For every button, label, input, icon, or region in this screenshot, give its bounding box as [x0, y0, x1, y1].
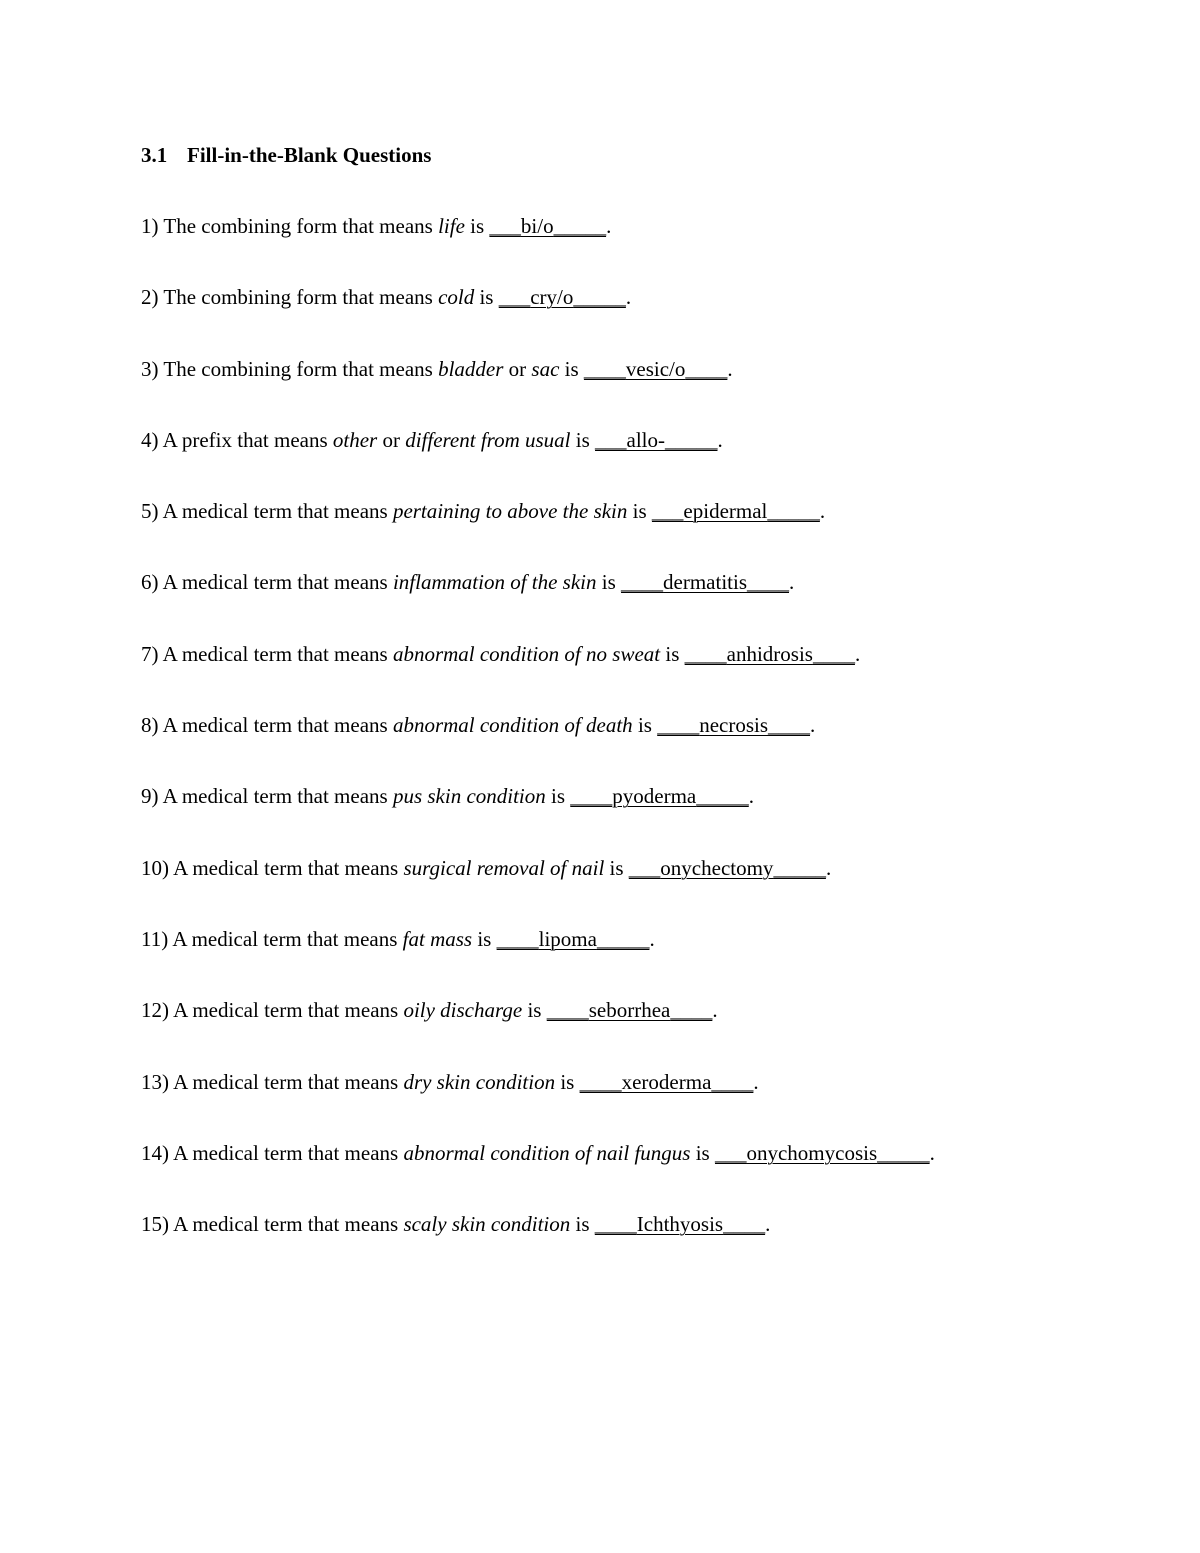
question-number: 13)	[141, 1069, 169, 1094]
answer-blank	[595, 428, 717, 452]
question-number: 9)	[141, 784, 159, 809]
question-period: .	[748, 784, 755, 809]
blank-underscores: ____	[723, 1212, 766, 1237]
answer-blank	[547, 998, 713, 1022]
question-period: .	[727, 356, 733, 381]
question-number: 6)	[141, 570, 159, 595]
question-verb: is	[470, 214, 485, 238]
question-period: .	[810, 713, 816, 738]
blank-underscores: ____	[670, 998, 713, 1023]
question-stem: A medical term that means	[162, 570, 388, 595]
blank-underscores: _____	[553, 214, 607, 238]
blank-underscores: ____	[579, 1069, 622, 1094]
answer-text: dermatitis	[663, 570, 748, 595]
question-verb: is	[695, 1140, 710, 1165]
question-item	[141, 712, 935, 783]
question-term: scaly skin condition	[403, 1212, 571, 1237]
question-stem: The combining form that means	[163, 356, 433, 381]
question-term: oily discharge	[403, 998, 523, 1023]
question-number: 14)	[141, 1140, 169, 1165]
answer-blank	[584, 357, 727, 381]
blank-underscores: ____	[711, 1069, 754, 1094]
question-term: fat mass	[402, 926, 473, 951]
blank-underscores: ____	[546, 998, 589, 1023]
blank-underscores: ____	[685, 356, 728, 381]
question-term: surgical removal of nail	[403, 855, 605, 880]
question-period: .	[753, 1069, 759, 1094]
question-term: abnormal condition of death	[392, 713, 633, 738]
answer-blank	[685, 642, 855, 666]
answer-text: vesic/o	[625, 356, 686, 381]
question-verb: is	[564, 356, 579, 381]
blank-underscores: ____	[768, 713, 811, 738]
blank-underscores: _____	[665, 427, 718, 452]
question-term: abnormal condition of nail fungus	[403, 1140, 691, 1165]
question-stem: The combining form that means	[163, 214, 433, 238]
question-term: life	[438, 214, 465, 238]
question-verb: is	[551, 784, 566, 809]
question-stem: The combining form that means	[163, 285, 433, 310]
blank-underscores: ____	[496, 926, 539, 951]
blank-underscores: ___	[489, 214, 521, 238]
question-verb: is	[560, 1069, 575, 1094]
answer-blank	[652, 499, 820, 523]
question-verb: is	[527, 998, 542, 1023]
question-item	[141, 1211, 935, 1282]
question-list	[141, 213, 935, 1282]
answer-blank	[595, 1212, 765, 1236]
question-item	[141, 1140, 935, 1211]
answer-blank	[580, 1070, 754, 1094]
answer-blank	[489, 214, 606, 238]
answer-blank	[715, 1141, 930, 1165]
question-verb: is	[609, 855, 624, 880]
question-verb: is	[477, 926, 492, 951]
answer-text: epidermal	[683, 499, 768, 524]
blank-underscores: ___	[498, 285, 531, 310]
question-term: inflammation of the skin	[392, 570, 597, 595]
answer-blank	[499, 285, 626, 309]
answer-blank	[629, 856, 826, 880]
answer-text: xeroderma	[621, 1069, 712, 1094]
question-period: .	[649, 926, 655, 951]
question-item	[141, 997, 935, 1068]
question-number: 12)	[141, 998, 169, 1023]
question-stem: A medical term that means	[162, 784, 388, 809]
question-term: other	[332, 427, 378, 452]
answer-blank	[497, 927, 650, 951]
section-title: Fill-in-the-Blank Questions	[187, 143, 432, 167]
question-verb: is	[637, 713, 652, 738]
question-number: 3)	[141, 356, 159, 381]
answer-blank	[570, 784, 748, 808]
blank-underscores: _____	[596, 926, 650, 951]
question-stem: A medical term that means	[173, 1212, 399, 1237]
question-period: .	[825, 855, 832, 880]
question-number: 1)	[141, 214, 159, 238]
question-stem: A medical term that means	[173, 855, 399, 880]
question-stem: A medical term that means	[172, 926, 398, 951]
answer-text: cry/o	[530, 285, 574, 310]
question-term: pertaining to above the skin	[392, 499, 628, 524]
question-verb: is	[479, 285, 494, 310]
answer-blank	[657, 713, 810, 737]
question-term: dry skin condition	[403, 1069, 556, 1094]
question-number: 7)	[141, 641, 159, 666]
question-item	[141, 213, 935, 284]
question-item	[141, 356, 935, 427]
answer-text: lipoma	[538, 926, 597, 951]
blank-underscores: _____	[767, 499, 820, 524]
question-verb: is	[601, 570, 616, 595]
question-joiner: or	[508, 356, 527, 381]
answer-text: onychectomy	[660, 855, 774, 880]
question-item	[141, 641, 935, 712]
blank-underscores: _____	[573, 285, 626, 310]
blank-underscores: ___	[714, 1140, 747, 1165]
answer-text: necrosis	[699, 713, 769, 738]
question-stem: A medical term that means	[173, 998, 399, 1023]
question-period: .	[606, 214, 612, 238]
answer-text: allo-	[626, 427, 665, 452]
answer-blank	[621, 570, 789, 594]
question-verb: is	[575, 427, 590, 452]
question-stem: A medical term that means	[162, 713, 388, 738]
question-number: 2)	[141, 285, 159, 310]
question-stem: A medical term that means	[162, 499, 388, 524]
question-term-alt: different from usual	[405, 427, 571, 452]
question-term-alt: sac	[531, 356, 560, 381]
blank-underscores: _____	[773, 855, 826, 880]
blank-underscores: ____	[747, 570, 790, 595]
blank-underscores: ____	[657, 713, 700, 738]
question-item	[141, 427, 935, 498]
question-period: .	[625, 285, 632, 310]
question-joiner: or	[382, 427, 400, 452]
blank-underscores: ____	[812, 641, 855, 666]
blank-underscores: ___	[628, 855, 661, 880]
question-stem: A medical term that means	[173, 1069, 399, 1094]
answer-text: seborrhea	[588, 998, 671, 1023]
section-heading	[141, 143, 431, 168]
question-term: bladder	[438, 356, 504, 381]
answer-text: anhidrosis	[726, 641, 813, 666]
question-verb: is	[632, 499, 647, 524]
question-term: cold	[438, 285, 475, 310]
question-number: 11)	[141, 926, 169, 951]
question-period: .	[929, 1140, 935, 1165]
question-item	[141, 1069, 935, 1140]
blank-underscores: _____	[877, 1140, 930, 1165]
question-number: 8)	[141, 713, 159, 738]
question-period: .	[765, 1212, 771, 1237]
question-period: .	[819, 499, 826, 524]
question-verb: is	[575, 1212, 590, 1237]
answer-text: Ichthyosis	[636, 1212, 724, 1237]
question-stem: A medical term that means	[162, 641, 388, 666]
question-item	[141, 926, 935, 997]
blank-underscores: ___	[595, 427, 627, 452]
blank-underscores: ____	[570, 784, 613, 809]
question-period: .	[854, 641, 861, 666]
blank-underscores: ____	[684, 641, 727, 666]
question-stem: A prefix that means	[162, 427, 328, 452]
answer-text: onychomycosis	[746, 1140, 878, 1165]
question-period: .	[789, 570, 795, 595]
question-number: 5)	[141, 499, 159, 524]
question-item	[141, 569, 935, 640]
blank-underscores: ____	[621, 570, 664, 595]
question-term: pus skin condition	[392, 784, 546, 809]
section-number: 3.1	[141, 143, 168, 167]
question-item	[141, 284, 935, 355]
blank-underscores: _____	[696, 784, 749, 809]
question-term: abnormal condition of no sweat	[392, 641, 661, 666]
question-item	[141, 855, 935, 926]
question-number: 4)	[141, 427, 159, 452]
question-number: 15)	[141, 1212, 169, 1237]
question-verb: is	[665, 641, 680, 666]
question-period: .	[717, 427, 723, 452]
blank-underscores: ____	[594, 1212, 637, 1237]
question-number: 10)	[141, 855, 169, 880]
question-item	[141, 498, 935, 569]
blank-underscores: ____	[583, 356, 626, 381]
answer-text: pyoderma	[612, 784, 697, 809]
blank-underscores: ___	[651, 499, 684, 524]
question-stem: A medical term that means	[173, 1140, 399, 1165]
question-item	[141, 783, 935, 854]
question-period: .	[712, 998, 718, 1023]
answer-text: bi/o	[520, 214, 554, 238]
